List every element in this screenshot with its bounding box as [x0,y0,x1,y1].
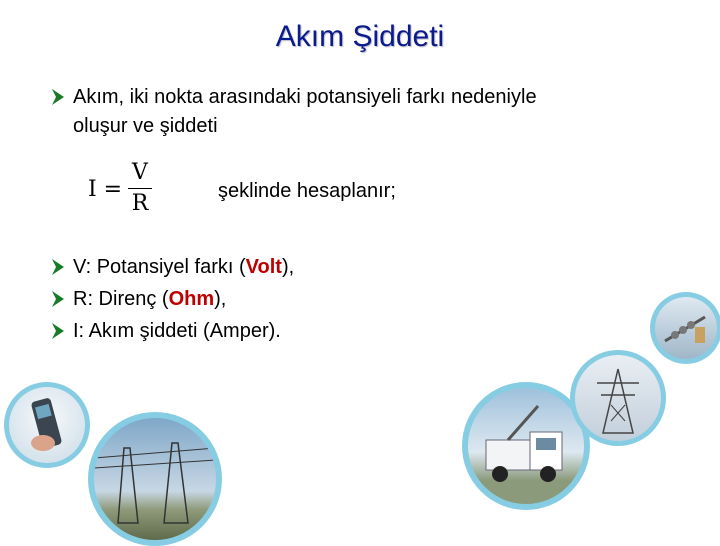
insulator-worker-photo [650,292,720,364]
formula-fraction [128,160,152,217]
cell-phone-icon [9,387,85,463]
transmission-tower-photo [570,350,666,446]
arrow-bullet-icon [50,254,66,280]
tower-icon [575,355,661,441]
slide-title: Akım Şiddeti [275,20,445,53]
transmission-line-icon [94,418,216,540]
cell-phone-photo [4,382,90,468]
bullet-voltage-text [73,254,673,280]
arrow-bullet-icon [50,84,66,110]
bullet-text-line2: oluşur ve şiddeti [73,115,218,137]
truck-icon [468,388,584,504]
fraction-bar [128,188,152,189]
bullet-voltage-pre: V: Potansiyel farkı ( [73,256,246,278]
bullet-resistance-post: ), [214,288,227,310]
formula-note: şeklinde hesaplanır; [218,180,396,202]
formula-lhs: I = [88,177,123,202]
arrow-bullet-icon [50,318,66,344]
unit-volt: Volt [245,256,282,278]
bullet-current-text: I: Akım şiddeti (Amper). [73,320,281,342]
insulator-icon [655,297,717,359]
bullet-resistance-text [73,286,673,312]
arrow-bullet-icon [50,286,66,312]
power-lines-photo [88,412,222,546]
formula-numerator: V [132,160,148,185]
bullet-voltage-post: ), [281,256,295,278]
unit-ohm: Ohm [168,288,215,310]
formula-denominator: R [131,191,149,216]
bullet-resistance-pre: R: Direnç ( [73,288,169,310]
bullet-text-line1: Akım, iki nokta arasındaki potansiyeli farkı nedeniyle [73,86,537,108]
